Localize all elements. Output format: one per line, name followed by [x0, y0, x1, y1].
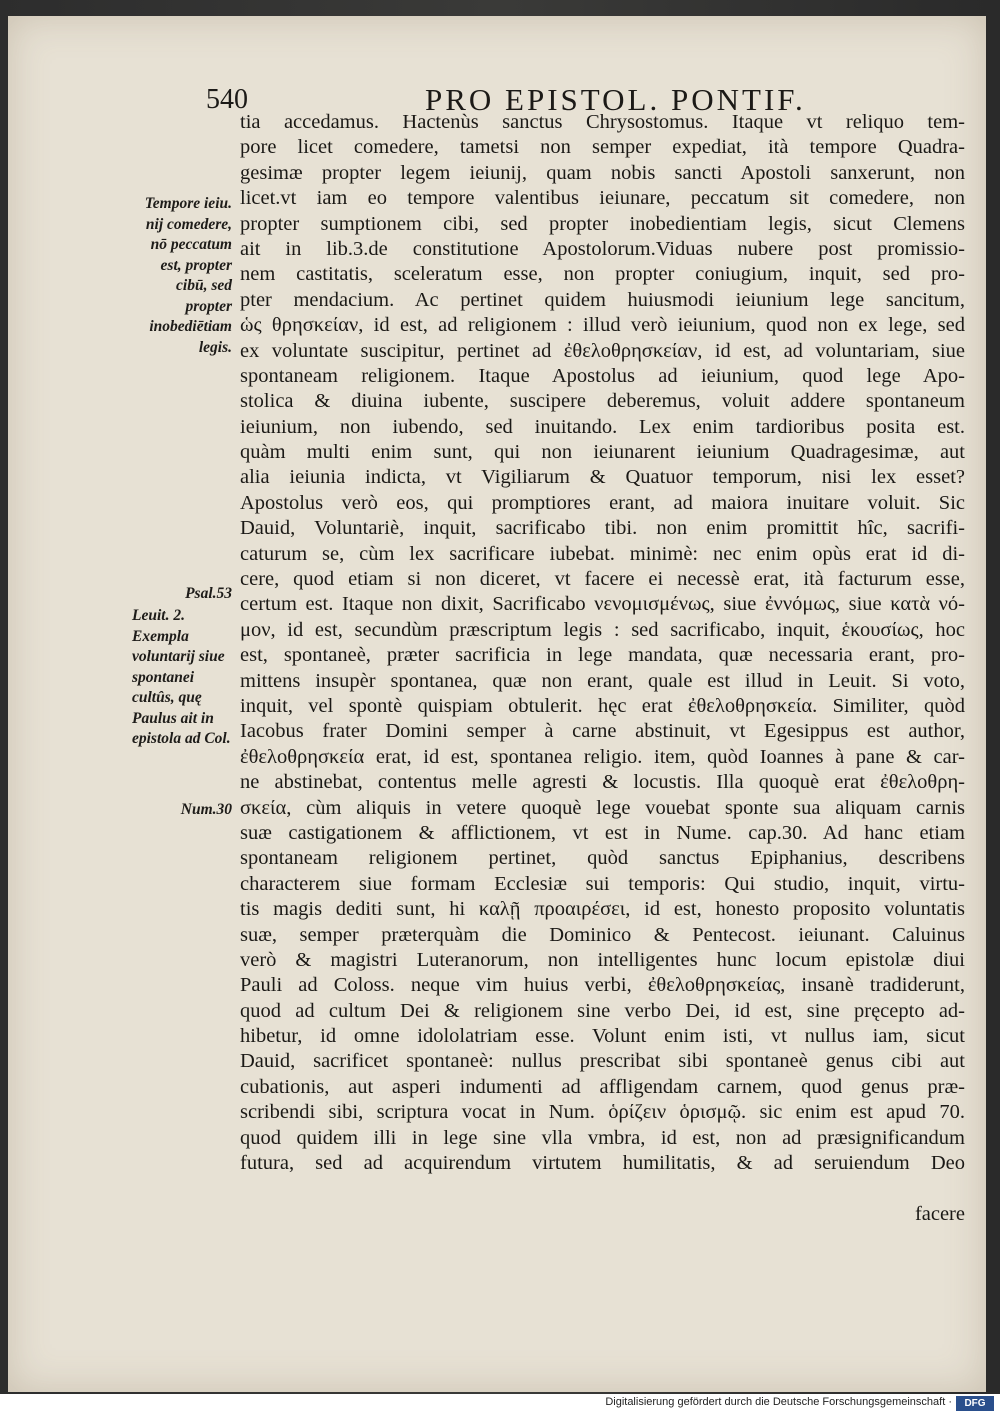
text-line: scribendi sibi, scriptura vocat in Num. ὁρίζειν ὁρισμῷ. sic enim est apud 70.	[240, 1101, 965, 1124]
text-line: quod quidem illi in lege sine vlla vmbra, id est, non ad præsignificandum	[240, 1126, 965, 1149]
catchword: facere	[914, 1202, 965, 1225]
margin-note: Leuit. 2. Exempla voluntarij siue spontanei cultûs, quę Paulus ait in epistola ad Col.	[132, 607, 231, 747]
text-line: quod ad cultum Dei & religionem sine verbo Dei, id est, sine pręcepto ad-	[240, 999, 965, 1022]
text-line: pore licet comedere, tametsi non semper expediat, ità tempore Quadra-	[240, 136, 965, 159]
text-line: alia ieiunia indicta, vt Vigiliarum & Quatuor temporum, nisi lex esset?	[240, 466, 965, 489]
text-line: nem castitatis, sceleratum esse, non propter coniugium, inquit, sed pro-	[240, 263, 965, 286]
text-line: tis magis dediti sunt, hi καλῇ προαιρέσει, id est, honesto proposito voluntatis	[240, 898, 965, 921]
text-line: Pauli ad Coloss. neque vim huius verbi, ἐθελοθρησκείας, insanè tradiderunt,	[240, 974, 965, 997]
text-line: stolica & diuina iubente, suscipere deberemus, voluit addere spontaneum	[240, 390, 965, 413]
margin-note: Psal.53	[185, 585, 232, 602]
text-line: ὡς θρησκείαν, id est, ad religionem : illud verò ieiunium, quod non ex lege, sed	[240, 314, 965, 337]
page-header	[198, 74, 968, 117]
text-line: ex voluntate suscipitur, pertinet ad ἐθελοθρησκείαν, id est, ad voluntariam, siue	[240, 339, 965, 362]
text-line: tia accedamus. Hactenùs sanctus Chrysostomus. Itaque vt reliquo tem-	[240, 111, 965, 133]
text-line: cubationis, aut asperi indumenti ad affligendam carnem, quod genus præ-	[240, 1075, 965, 1098]
text-line: ieiunium, non iubendo, sed inuitando. Lex enim tardioribus posita est.	[240, 415, 965, 438]
text-line: spontaneam religionem pertinet, quòd sanctus Epiphanius, describens	[240, 847, 965, 870]
text-line: cere, quod etiam si non diceret, vt facere ei necessè erat, ità facturum esse,	[240, 568, 965, 591]
page-number: 540	[206, 84, 248, 115]
text-line: propter sumptionem cibi, sed propter inobedientiam legis, sicut Clemens	[240, 212, 965, 235]
text-line: characterem siue formam Ecclesiæ sui temporis: Qui studio, inquit, virtu-	[240, 872, 965, 895]
text-line: certum est. Itaque non dixit, Sacrificabo νενομισμένως, siue ἐννόμως, siue κατὰ νό-	[240, 593, 965, 616]
text-line: verò & magistri Luteranorum, non intelligentes hunc locum epistolæ diui	[240, 948, 965, 971]
text-line: Iacobus frater Domini semper à carne abstinuit, vt Egesippus est author,	[240, 720, 965, 743]
text-line: μον, id est, secundùm præscriptum legis : sed sacrificabo, inquit, ἑκουσίως, hoc	[240, 618, 965, 641]
text-line: futura, sed ad acquirendum virtutem humilitatis, & ad seruiendum Deo	[240, 1152, 965, 1175]
text-line: quàm multi enim sunt, qui non ieiunarent ieiunium Quadragesimæ, aut	[240, 441, 965, 464]
margin-note: Tempore ieiu. nij comedere, nō peccatum est, propter cibū, sed propter inobediētiam legis.	[144, 195, 232, 356]
text-line: σκεία, cùm aliquis in vetere quoquè lege vouebat sponte sua aliquam carnis	[240, 796, 965, 819]
text-line: gesimæ propter legem ieiunij, quam nobis sancti Apostoli sanxerunt, non	[240, 161, 965, 184]
text-line	[240, 1176, 965, 1201]
margin-note: Num.30	[180, 801, 232, 818]
text-line: est, spontaneè, præter sacrificia in lege mandata, quæ necessaria erant, pro-	[240, 644, 965, 667]
text-line: pter mendacium. Ac pertinet quidem huiusmodi ieiunium lege sancitum,	[240, 288, 965, 311]
footer-bar	[0, 1394, 1000, 1414]
text-line: Dauid, sacrificet spontaneè: nullus prescribat sibi spontaneè genus cibi aut	[240, 1050, 965, 1073]
text-line: caturum se, cùm lex sacrificare iubebat. minimè: nec enim opùs erat id di-	[240, 542, 965, 565]
text-line: ne abstinebat, contentus melle agresti & locustis. Illa quoquè erat ἐθελοθρη-	[240, 771, 965, 794]
dfg-logo: DFG	[956, 1396, 994, 1411]
text-line: licet.vt iam eo tempore valentibus ieiunare, peccatum sit comedere, non	[240, 187, 965, 210]
text-line: Dauid, Voluntariè, inquit, sacrificabo tibi. non enim promittit hîc, sacrifi-	[240, 517, 965, 540]
running-head: PRO EPISTOL. PONTIF.	[425, 82, 806, 117]
main-text	[240, 110, 965, 1227]
text-line: mittens insupèr spontanea, quæ non erant, quale est illud in Leuit. Si voto,	[240, 669, 965, 692]
text-line: spontaneam religionem. Itaque Apostolus ad ieiunium, quod lege Apo-	[240, 364, 965, 387]
funding-notice: Digitalisierung gefördert durch die Deutsche Forschungsgemeinschaft ·	[605, 1396, 952, 1408]
text-line: hibetur, id omne idololatriam esse. Volunt enim isti, vt nullus iam, sicut	[240, 1025, 965, 1048]
text-line: inquit, vel spontè quispiam obtulerit. hęc erat ἐθελοθρησκεία. Similiter, quòd	[240, 694, 965, 717]
text-line: suæ, semper præterquàm die Dominico & Pentecost. ieiunant. Caluinus	[240, 923, 965, 946]
text-line: ait in lib.3.de constitutione Apostolorum.Viduas nubere post promissio-	[240, 237, 965, 260]
text-line: Apostolus verò eos, qui promptiores erant, ad maiora inuitare voluit. Sic	[240, 491, 965, 514]
text-line: ἐθελοθρησκεία erat, id est, spontanea religio. item, quòd Ioannes à pane & car-	[240, 745, 965, 768]
text-line: suæ castigationem & afflictionem, vt est in Nume. cap.30. Ad hanc etiam	[240, 821, 965, 844]
